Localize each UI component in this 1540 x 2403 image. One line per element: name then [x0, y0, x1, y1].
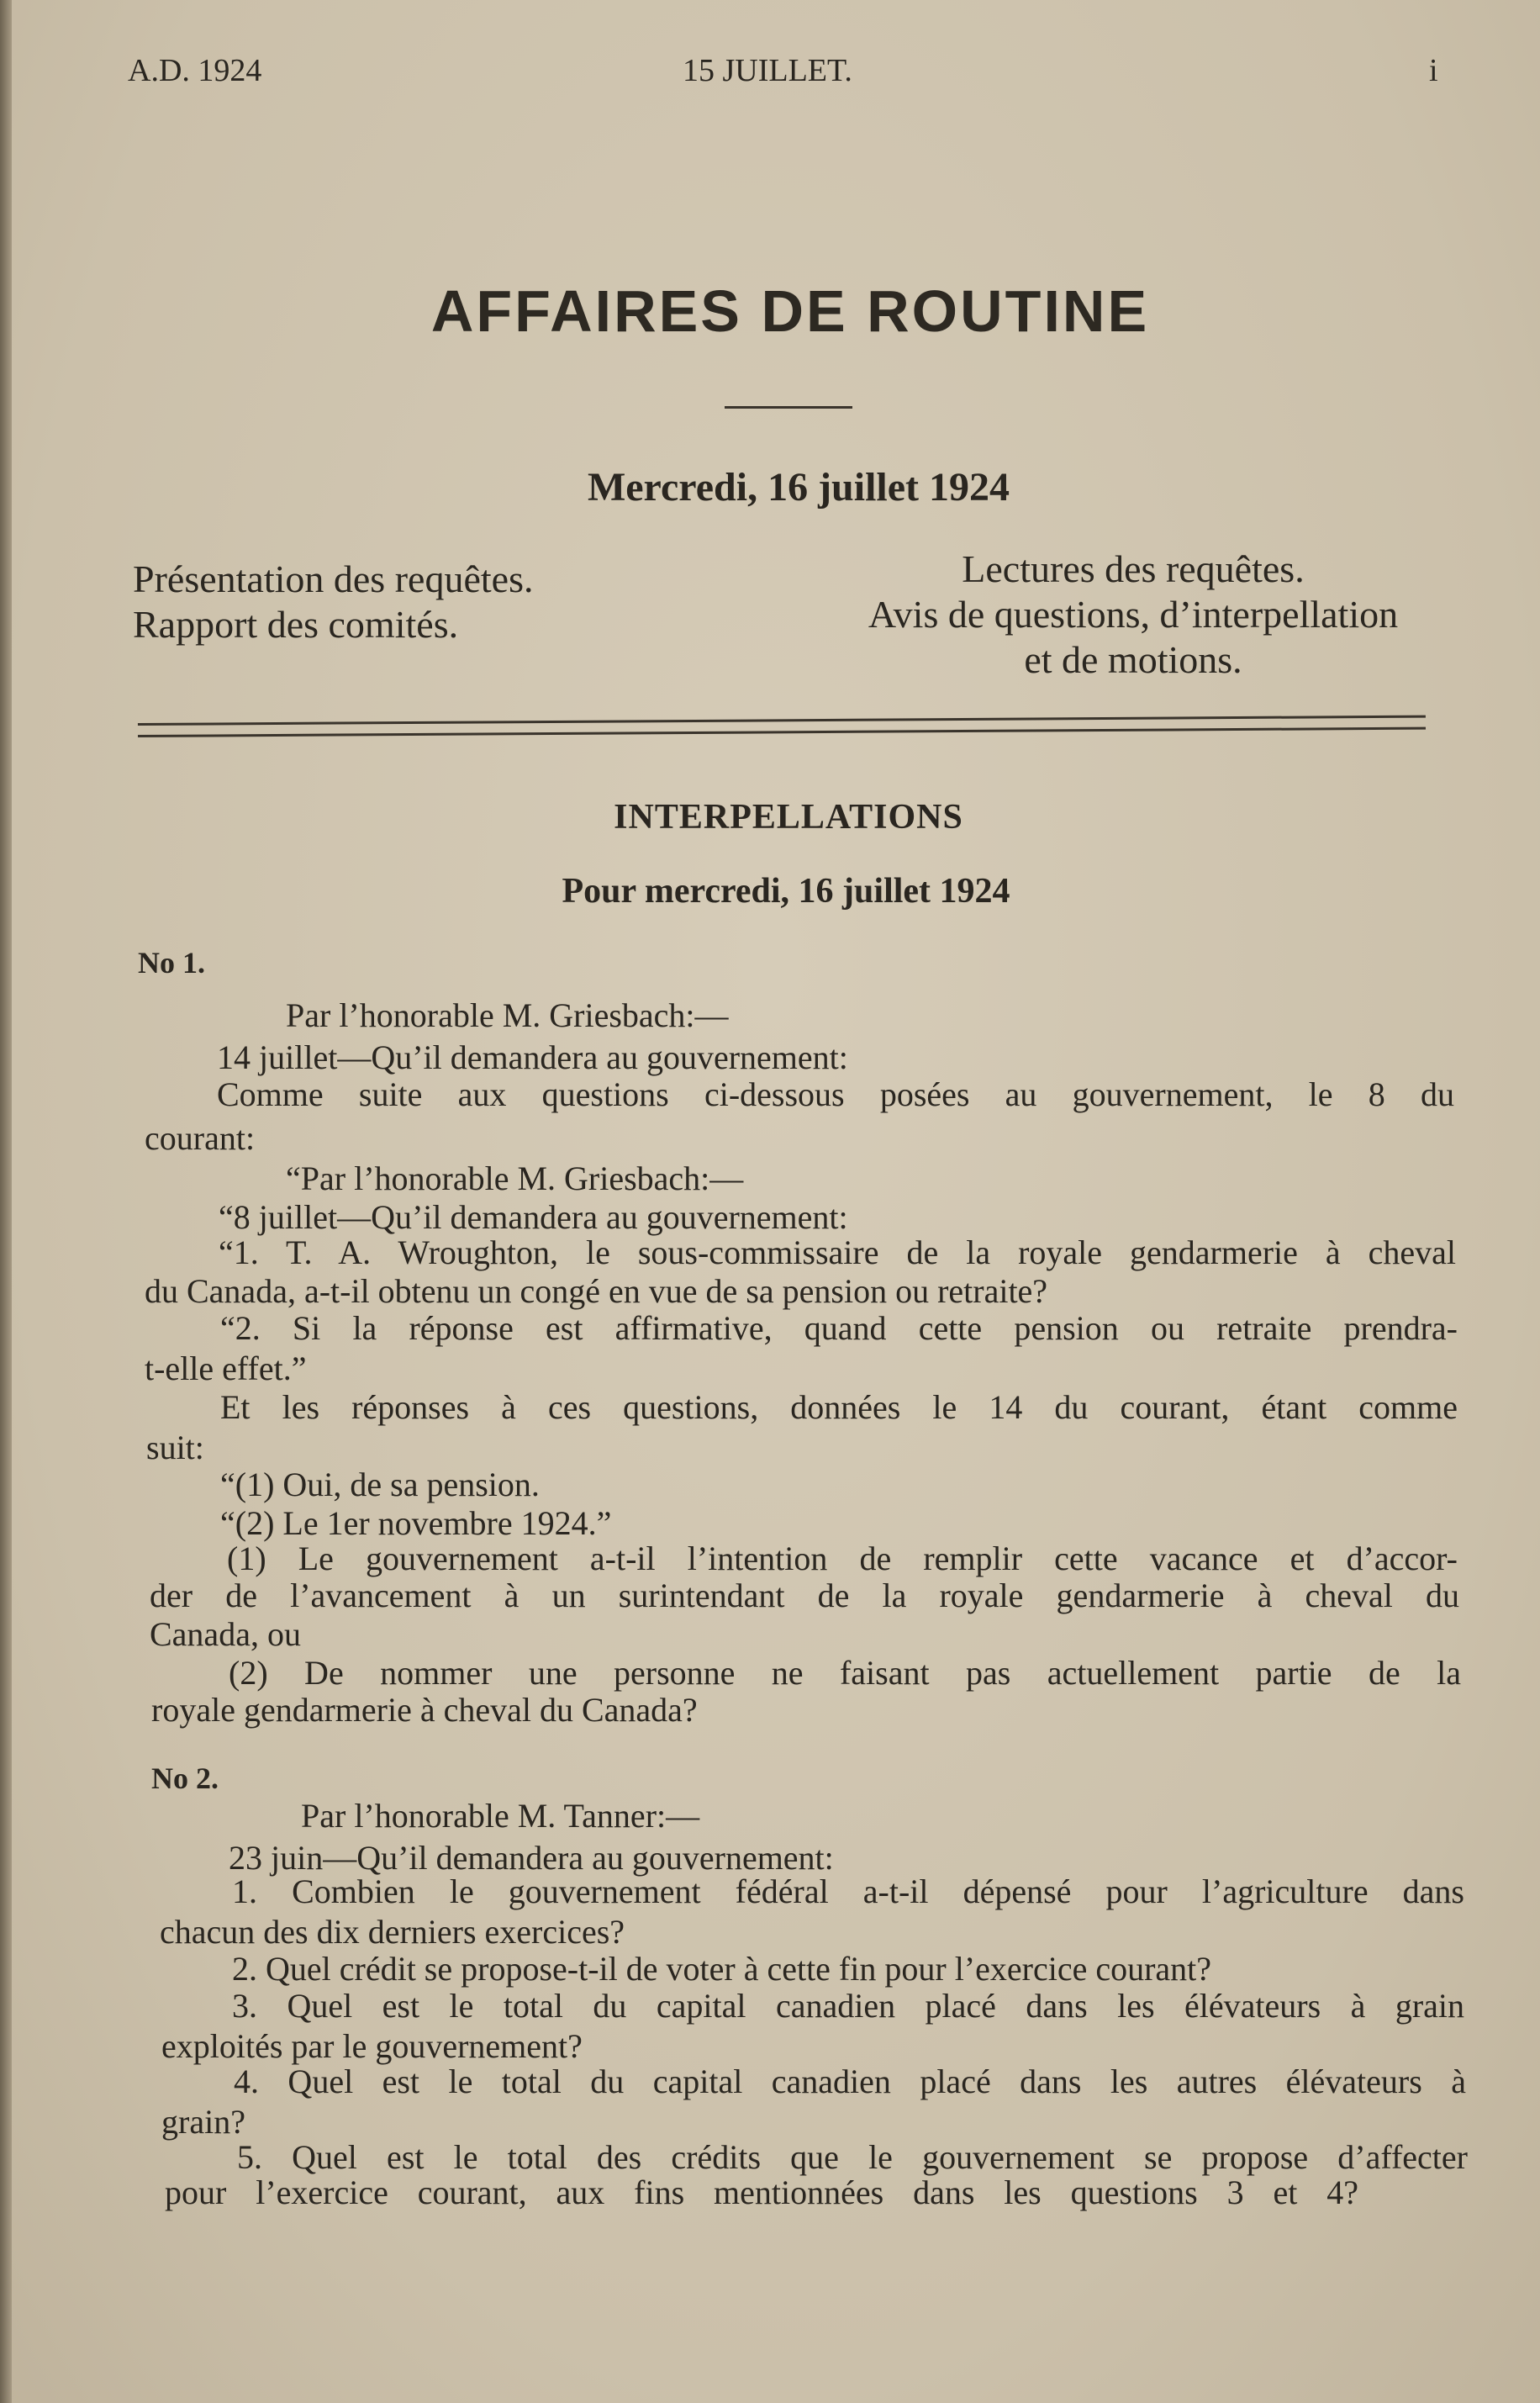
item-number: No 1. — [138, 946, 205, 980]
question-line: 1. Combien le gouvernement fédéral a-t-il dépensé pour l’agriculture dans — [232, 1872, 1464, 1910]
question-line: 5. Quel est le total des crédits que le gouvernement se propose d’affecter — [237, 2138, 1468, 2176]
page-title: AFFAIRES DE ROUTINE — [430, 278, 1150, 344]
question-line: 2. Quel crédit se propose-t-il de voter à cette fin pour l’exercice courant? — [232, 1950, 1212, 1988]
question-line: suit: — [146, 1429, 204, 1466]
question-line: pour l’exercice courant, aux fins mentionnées dans les questions 3 et 4? — [165, 2173, 1358, 2211]
question-line: Et les réponses à ces questions, données le 14 du courant, étant comme — [220, 1388, 1458, 1426]
question-line: “8 juillet—Qu’il demandera au gouvernement: — [219, 1198, 848, 1236]
agenda-item: Avis de questions, d’interpellation — [868, 593, 1399, 636]
question-line: du Canada, a-t-il obtenu un congé en vue de sa pension ou retraite? — [145, 1272, 1048, 1310]
binding-edge — [0, 0, 12, 2403]
question-line: (1) Le gouvernement a-t-il l’intention de remplir cette vacance et d’accor- — [227, 1540, 1458, 1577]
question-line: t-elle effet.” — [145, 1349, 307, 1387]
question-line: 23 juin—Qu’il demandera au gouvernement: — [229, 1839, 834, 1877]
header-date: 15 JUILLET. — [683, 53, 852, 88]
section-date: Pour mercredi, 16 juillet 1924 — [562, 872, 1010, 911]
section-divider — [138, 716, 1426, 737]
question-line: Canada, ou — [150, 1615, 301, 1653]
question-line: “1. T. A. Wroughton, le sous-commissaire de la royale gendarmerie à cheval — [219, 1233, 1456, 1271]
title-divider — [725, 406, 852, 409]
question-line: (2) De nommer une personne ne faisant pas actuellement partie de la — [229, 1654, 1461, 1692]
question-line: “(1) Oui, de sa pension. — [220, 1466, 540, 1503]
agenda-left — [133, 557, 533, 647]
question-line: “Par l’honorable M. Griesbach:— — [286, 1159, 744, 1197]
question-line: 4. Quel est le total du capital canadien placé dans les autres élévateurs à — [234, 2062, 1466, 2100]
header-year: A.D. 1924 — [128, 53, 262, 88]
question-line: Comme suite aux questions ci-dessous posées au gouvernement, le 8 du — [217, 1075, 1454, 1113]
question-line: Par l’honorable M. Griesbach:— — [286, 996, 729, 1034]
question-line: “2. Si la réponse est affirmative, quand cette pension ou retraite prendra- — [220, 1309, 1458, 1347]
question-line: Par l’honorable M. Tanner:— — [301, 1797, 700, 1835]
question-line: grain? — [161, 2103, 245, 2141]
question-line: courant: — [145, 1119, 256, 1157]
question-line: royale gendarmerie à cheval du Canada? — [151, 1691, 698, 1729]
page-number: i — [1429, 53, 1438, 88]
question-line: “(2) Le 1er novembre 1924.” — [220, 1504, 612, 1542]
question-line: der de l’avancement à un surintendant de la royale gendarmerie à cheval du — [150, 1576, 1459, 1614]
question-line: 14 juillet—Qu’il demandera au gouvernement: — [217, 1038, 848, 1076]
question-line: 3. Quel est le total du capital canadien placé dans les élévateurs à grain — [232, 1987, 1464, 2025]
question-line: chacun des dix derniers exercices? — [160, 1913, 625, 1951]
agenda-item: Présentation des requêtes. — [133, 557, 534, 600]
item-number: No 2. — [151, 1761, 219, 1795]
agenda-item: Lectures des requêtes. — [962, 547, 1305, 590]
section-title: INTERPELLATIONS — [614, 798, 963, 837]
question-line: exploités par le gouvernement? — [161, 2027, 583, 2065]
agenda-right — [763, 547, 1503, 683]
agenda-item: et de motions. — [1024, 638, 1242, 681]
agenda-item: Rapport des comités. — [133, 603, 459, 646]
session-date: Mercredi, 16 juillet 1924 — [587, 465, 1010, 510]
